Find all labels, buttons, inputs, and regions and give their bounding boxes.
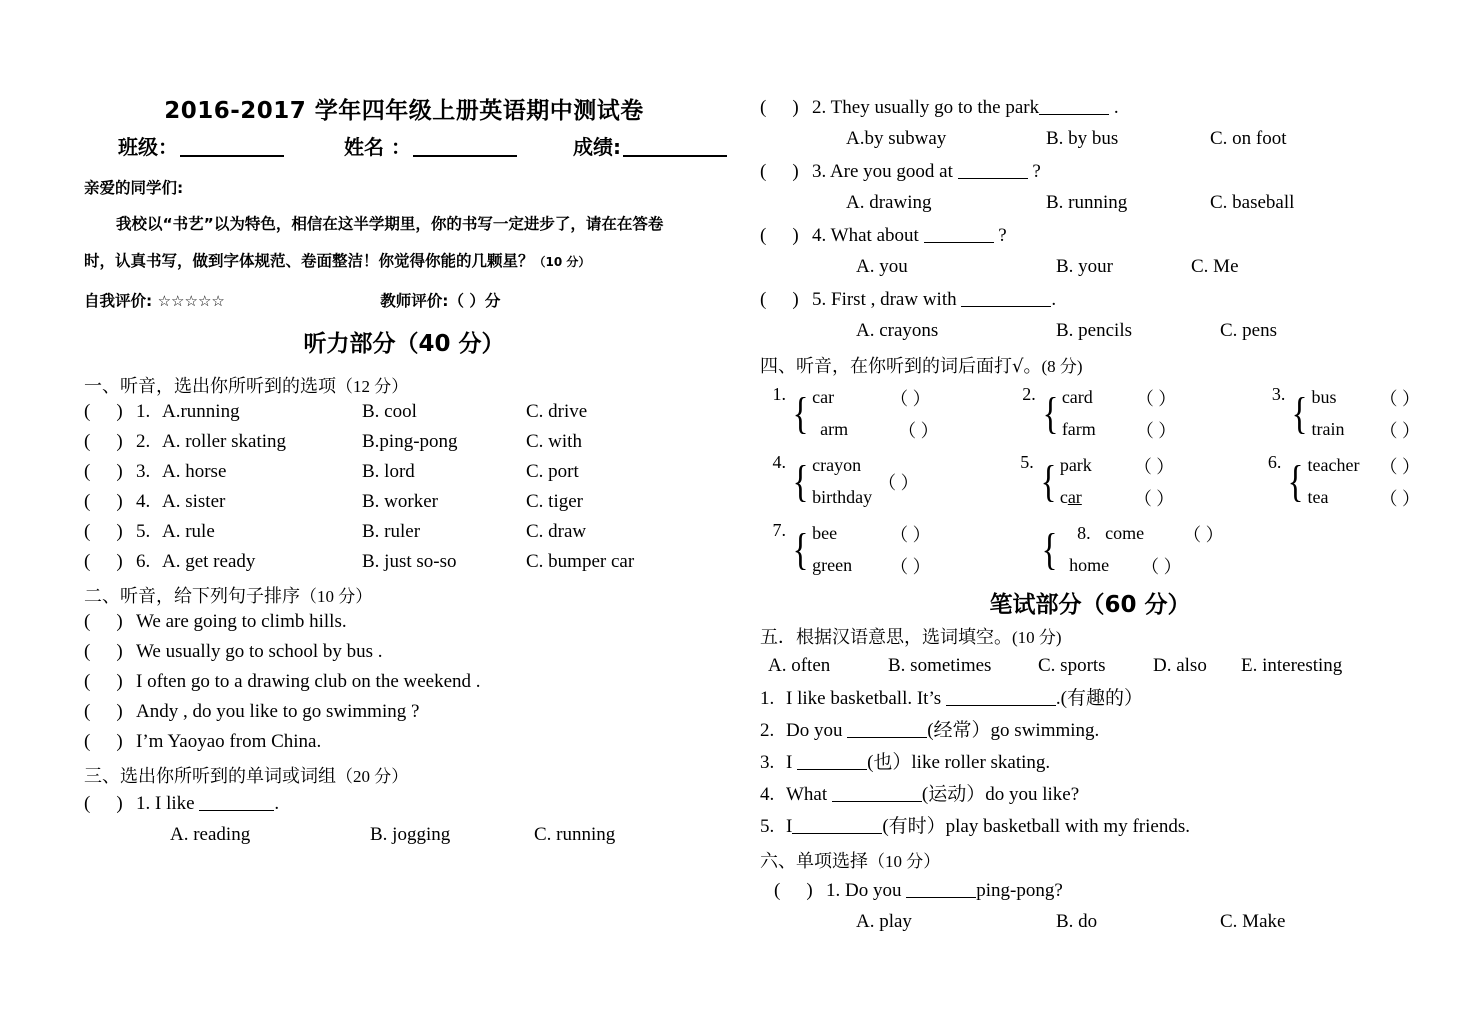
student-info-row (84, 131, 724, 160)
answer-paren[interactable]: ( ) (84, 521, 123, 543)
check-box[interactable]: （ ） (1135, 420, 1177, 441)
brace-icon: { (792, 389, 809, 439)
pair-item-2[interactable]: 2. { card （ ） farm （ ） (1022, 383, 1177, 441)
letter-body-line-1: 我校以“书艺”以为特色，相信在这半学期里，你的书写一定进步了，请在在答卷 (116, 215, 664, 234)
check-box[interactable]: （ ） (1133, 456, 1175, 477)
s3-item-5-stem[interactable]: ( ) 5. First , draw with . (760, 289, 1057, 310)
answer-paren[interactable]: ( ) (760, 161, 799, 183)
blank-line[interactable] (797, 751, 867, 770)
s6-item-1-options: A. play B. do C. Make (856, 910, 1286, 932)
answer-paren[interactable]: ( ) (84, 401, 123, 423)
score-label: 成绩: (572, 135, 621, 159)
s1-item-4[interactable]: ( ) 4. A. sister B. worker C. tiger (84, 491, 583, 513)
s5-item-3[interactable]: 3. I (也）like roller skating. (760, 751, 1051, 773)
brace-icon: { (1042, 389, 1059, 439)
s3-item-1-options: A. reading B. jogging C. running (170, 823, 616, 845)
check-box[interactable]: （ ） (1379, 488, 1420, 509)
section-4-pairs (760, 382, 1420, 582)
check-box[interactable]: （ ） (890, 524, 931, 545)
s1-item-2[interactable]: ( ) 2. A. roller skating B.ping-pong C. with (84, 431, 582, 453)
brace-icon: { (1040, 457, 1057, 507)
s2-item-2[interactable]: ( ) We usually go to school by bus . (84, 640, 383, 662)
written-part-title: 笔试部分（60 分） (989, 591, 1191, 618)
answer-paren[interactable]: ( ) (84, 730, 123, 752)
pair-row-3 (760, 518, 1420, 582)
pair-item-7[interactable]: 7. { bee （ ） green （ ） (772, 519, 931, 577)
s3-item-4-options: A. you B. your C. Me (856, 255, 1239, 277)
letter-salutation: 亲爱的同学们: (84, 179, 184, 197)
section-3-heading: 三、选出你所听到的单词或词组（20 分） (84, 765, 409, 787)
s1-item-5[interactable]: ( ) 5. A. rule B. ruler C. draw (84, 521, 587, 543)
name-blank[interactable] (413, 155, 517, 157)
left-column (84, 92, 724, 856)
answer-paren[interactable]: ( ) (84, 431, 123, 453)
check-box[interactable]: （ ） (1183, 524, 1224, 545)
check-box[interactable]: （ ） (1133, 488, 1175, 509)
check-box[interactable]: （ ） (878, 472, 919, 493)
check-box[interactable]: （ ） (890, 388, 931, 409)
blank-line[interactable] (906, 879, 976, 898)
listening-part-title: 听力部分（40 分） (303, 331, 505, 358)
evaluation-row (84, 289, 724, 311)
intro-letter (84, 170, 724, 279)
answer-paren[interactable]: ( ) (84, 670, 123, 692)
s1-item-1[interactable]: ( ) 1. A.running B. cool C. drive (84, 401, 588, 423)
blank-line[interactable] (958, 160, 1028, 179)
s5-item-5[interactable]: 5. I (有时）play basketball with my friends. (760, 815, 1190, 837)
s3-item-1-stem[interactable]: ( ) 1. I like . (84, 792, 280, 814)
check-box[interactable]: （ ） (1135, 388, 1177, 409)
brace-icon: { (792, 457, 809, 507)
brace-icon: { (1288, 457, 1304, 507)
answer-paren[interactable]: ( ) (760, 289, 799, 310)
answer-paren[interactable]: ( ) (774, 879, 813, 901)
s5-item-4[interactable]: 4. What (运动）do you like? (760, 783, 1080, 805)
pair-item-4[interactable]: 4. { crayon birthday （ ） (772, 451, 919, 508)
right-column (760, 96, 1420, 943)
blank-line[interactable] (961, 288, 1051, 307)
answer-paren[interactable]: ( ) (760, 97, 799, 119)
class-blank[interactable] (180, 155, 284, 157)
s3-item-5-options: A. crayons B. pencils C. pens (856, 319, 1277, 341)
check-box[interactable]: （ ） (890, 556, 931, 577)
s3-item-2-stem[interactable]: ( ) 2. They usually go to the park . (760, 97, 1119, 119)
section-2-heading: 二、听音，给下列句子排序（10 分） (84, 585, 373, 607)
section-6-heading: 六、单项选择（10 分） (760, 850, 941, 872)
answer-paren[interactable]: ( ) (84, 491, 123, 513)
blank-line[interactable] (1039, 96, 1109, 115)
answer-paren[interactable]: ( ) (84, 550, 123, 572)
s3-item-2-options: A.by subway B. by bus C. on foot (846, 127, 1287, 149)
name-label: 姓名 ： (344, 135, 411, 159)
answer-paren[interactable]: ( ) (84, 610, 123, 632)
score-blank[interactable] (623, 155, 727, 157)
pair-item-6[interactable]: 6. { teacher （ ） tea （ ） (1267, 451, 1420, 509)
blank-line[interactable] (946, 687, 1056, 706)
s1-item-6[interactable]: ( ) 6. A. get ready B. just so-so C. bumper car (84, 550, 635, 572)
word-with-underline: car (1059, 487, 1082, 508)
blank-line[interactable] (792, 815, 882, 834)
s6-item-1-stem[interactable]: ( ) 1. Do you ping-pong? (774, 879, 1063, 901)
blank-line[interactable] (847, 719, 927, 738)
answer-paren[interactable]: ( ) (84, 700, 123, 722)
s2-item-4[interactable]: ( ) Andy , do you like to go swimming ? (84, 700, 420, 722)
check-box[interactable]: （ ） (898, 420, 939, 441)
s2-item-1[interactable]: ( ) We are going to climb hills. (84, 610, 347, 632)
blank-line[interactable] (924, 224, 994, 243)
section-1-heading: 一、听音，选出你所听到的选项（12 分） (84, 376, 409, 398)
blank-line[interactable] (199, 792, 274, 811)
section-5-heading: 五．根据汉语意思，选词填空。(10 分) (760, 626, 1062, 648)
star-rating[interactable]: ☆☆☆☆☆ (157, 292, 225, 311)
s2-item-5[interactable]: ( ) I’m Yaoyao from China. (84, 730, 322, 752)
answer-paren[interactable]: ( ) (84, 461, 123, 483)
brace-icon: { (1292, 389, 1308, 439)
check-box[interactable]: （ ） (1379, 456, 1420, 477)
check-box[interactable]: （ ） (1141, 556, 1182, 577)
page-title: 2016-2017 学年四年级上册英语期中测试卷 (164, 98, 644, 124)
class-label: 班级： (118, 135, 178, 159)
blank-line[interactable] (832, 783, 922, 802)
answer-paren[interactable]: ( ) (84, 640, 123, 662)
pair-item-5[interactable]: 5. { park （ ） car （ ） (1020, 451, 1175, 509)
s3-item-3-stem[interactable]: ( ) 3. Are you good at ? (760, 161, 1041, 183)
self-eval-label: 自我评价: (84, 292, 153, 311)
s2-item-3[interactable]: ( ) I often go to a drawing club on the weekend . (84, 670, 481, 692)
s1-item-3[interactable]: ( ) 3. A. horse B. lord C. port (84, 461, 579, 483)
s3-item-4-stem[interactable]: ( ) 4. What about ? (760, 225, 1007, 247)
letter-body-line-2: 时，认真书写，做到字体规范、卷面整洁！你觉得你能的几颗星？（10 分） (84, 251, 591, 270)
check-box[interactable]: （ ） (1379, 388, 1420, 409)
brace-icon: { (1041, 525, 1058, 575)
pair-item-1[interactable]: 1. { car （ ） arm （ ） (772, 383, 939, 441)
s5-item-1[interactable]: 1. I like basketball. It’s .(有趣的） (760, 687, 1143, 709)
pair-item-8[interactable]: { 8. come （ ） home （ ） (1025, 518, 1224, 582)
teacher-eval-label[interactable]: 教师评价:（ ）分 (380, 292, 501, 311)
section-5-word-bank: A. often B. sometimes C. sports D. also E. interesting (768, 654, 1343, 676)
brace-icon: { (792, 525, 809, 575)
pair-row-2 (760, 450, 1420, 514)
s5-item-2[interactable]: 2. Do you (经常）go swimming. (760, 719, 1100, 741)
section-4-heading: 四、听音，在你听到的词后面打√。(8 分) (760, 355, 1083, 377)
pair-row-1 (760, 382, 1420, 446)
letter-points: （10 分） (533, 254, 591, 269)
answer-paren[interactable]: ( ) (760, 225, 799, 247)
pair-item-3[interactable]: 3. { bus （ ） train （ ） (1271, 383, 1420, 441)
answer-paren[interactable]: ( ) (84, 792, 123, 814)
s3-item-3-options: A. drawing B. running C. baseball (846, 191, 1295, 213)
check-box[interactable]: （ ） (1379, 420, 1420, 441)
